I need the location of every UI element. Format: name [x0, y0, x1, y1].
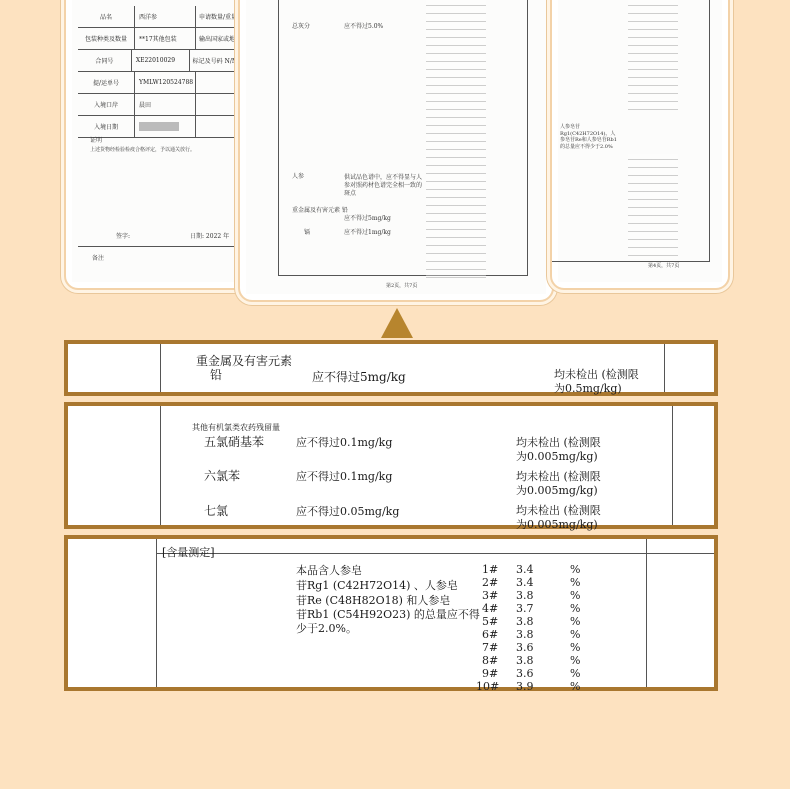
sample-row — [68, 667, 714, 680]
right-document-thumbnail — [550, 0, 730, 290]
pesticide-name: 六氯苯 — [204, 469, 241, 483]
pointer-arrow — [381, 308, 413, 338]
table-row — [78, 72, 238, 94]
table-row — [78, 6, 238, 28]
report-table-frame — [278, 0, 528, 276]
requirement: 应不得过0.05mg/kg — [296, 505, 400, 518]
row-label: 入境日期 — [78, 116, 135, 137]
sample-row — [68, 602, 714, 615]
sample-value: 3.7 — [516, 602, 534, 615]
sample-value: 3.8 — [516, 628, 534, 641]
right-document-page — [558, 0, 722, 282]
column-divider — [160, 344, 161, 392]
item-label: 重金属及有害元素 铅 — [292, 207, 348, 214]
sample-row — [68, 680, 714, 693]
row-divider — [156, 553, 714, 554]
row-label: 包装种类及数量 — [78, 28, 135, 49]
row-extra: 输出国家或地 — [199, 36, 236, 43]
row-value: **17其他包装 — [135, 28, 196, 49]
row-label: 品名 — [78, 6, 135, 27]
sample-row — [68, 628, 714, 641]
pesticide-residue-panel — [64, 402, 718, 529]
content-assay-panel — [64, 535, 718, 691]
sample-id: 5# — [482, 615, 499, 628]
sample-id: 4# — [482, 602, 499, 615]
sample-row — [68, 576, 714, 589]
redacted-block — [135, 116, 196, 137]
requirement: 应不得过0.1mg/kg — [296, 436, 393, 449]
sample-unit: % — [570, 654, 581, 667]
row-value: 西洋参 — [135, 6, 196, 27]
middle-document-thumbnail — [238, 0, 554, 302]
sample-row — [68, 615, 714, 628]
row-value: YMLW120524788 — [135, 72, 196, 93]
sample-unit: % — [570, 615, 581, 628]
requirement-line: 少于2.0%。 — [296, 622, 357, 635]
sample-unit: % — [570, 576, 581, 589]
item-req: 供试品色谱中，应不得显与人参对照药材色谱完全相一致的斑点 — [344, 174, 423, 197]
sample-id: 7# — [482, 641, 499, 654]
item-req: 应不得过5.0% — [344, 23, 384, 30]
sample-unit: % — [570, 667, 581, 680]
column-divider — [664, 344, 665, 392]
result-line: 为0.005mg/kg) — [516, 518, 598, 531]
column-divider — [160, 406, 161, 525]
sample-value: 3.8 — [516, 615, 534, 628]
pesticide-name: 七氯 — [204, 504, 229, 518]
sample-value: 3.9 — [516, 680, 534, 693]
cert-text: 上述货物经检验检疫合格评定，予以通关放行。 — [90, 147, 196, 153]
column-divider — [672, 406, 673, 525]
row-label: 入境口岸 — [78, 94, 135, 115]
left-document-thumbnail — [64, 0, 248, 290]
page-footer: 第4页，共7页 — [648, 263, 680, 269]
result-line: 均未检出 (检测限 — [516, 470, 601, 483]
row-value: XE22010029 — [132, 50, 190, 71]
sample-id: 8# — [482, 654, 499, 667]
sample-id: 1# — [482, 563, 499, 576]
result-line: 均未检出 (检测限 — [516, 504, 601, 517]
item-label: 人参 — [292, 173, 305, 180]
heavy-metal-panel — [64, 340, 718, 396]
sample-value: 3.8 — [516, 654, 534, 667]
sample-value: 3.8 — [516, 589, 534, 602]
row-value: 晨田 — [135, 94, 196, 115]
requirement-line: 苷Rb1 (C54H92O23) 的总量应不得 — [296, 608, 480, 621]
cert-label: 证明 — [90, 137, 103, 144]
sample-row — [68, 641, 714, 654]
sample-row — [68, 563, 714, 576]
sample-id: 6# — [482, 628, 499, 641]
section-heading: 重金属及有害元素 — [196, 354, 293, 368]
sample-unit: % — [570, 602, 581, 615]
sample-row — [68, 654, 714, 667]
sample-values-column — [628, 154, 678, 259]
sample-id: 9# — [482, 667, 499, 680]
item-req: 应不得过5mg/kg — [344, 215, 391, 222]
table-row — [78, 116, 238, 138]
sample-value: 3.4 — [516, 576, 534, 589]
item-name: 铅 — [210, 368, 223, 382]
sample-value: 3.4 — [516, 563, 534, 576]
requirement: 应不得过5mg/kg — [312, 370, 406, 384]
requirement-line: 苷Rg1 (C42H72O14) 、人参皂 — [296, 579, 458, 592]
sample-unit: % — [570, 589, 581, 602]
result-line: 均未检出 (检测限 — [516, 436, 601, 449]
divider — [78, 246, 234, 247]
signer-label: 签字: — [116, 233, 131, 240]
item-label: 镉 — [304, 229, 311, 236]
row-label: 提/运单号 — [78, 72, 135, 93]
content-note: 人参皂苷Rg1(C42H72O14)、人参皂苷Re和人参皂苷Rb1的总量应不得少于2.0% — [560, 124, 617, 150]
sample-value: 3.6 — [516, 641, 534, 654]
sample-id: 2# — [482, 576, 499, 589]
section-heading: 其他有机氯类农药残留量 — [192, 423, 280, 432]
row-extra: 申请数量/重量 — [199, 14, 238, 21]
sample-unit: % — [570, 628, 581, 641]
sample-id: 3# — [482, 589, 499, 602]
item-label: 总灰分 — [292, 23, 311, 30]
result-line: 为0.005mg/kg) — [516, 450, 598, 463]
item-req: 应不得过1mg/kg — [344, 229, 391, 236]
result-line: 为0.5mg/kg) — [554, 382, 622, 395]
section-heading: [含量测定] — [162, 546, 215, 559]
result-line: 为0.005mg/kg) — [516, 484, 598, 497]
row-label: 合同号 — [78, 50, 132, 71]
remark-label: 备注 — [92, 255, 105, 262]
requirement-line: 苷Re (C48H82O18) 和人参皂 — [296, 594, 451, 607]
requirement: 应不得过0.1mg/kg — [296, 470, 393, 483]
table-row — [78, 50, 238, 72]
sample-values-column — [426, 0, 486, 280]
table-row — [78, 28, 238, 50]
sample-id: 10# — [476, 680, 500, 693]
middle-document-page — [246, 0, 546, 294]
inspection-table — [78, 6, 238, 138]
sample-values-column — [628, 0, 678, 110]
sample-value: 3.6 — [516, 667, 534, 680]
row-extra: 标记及号码 N/M — [192, 58, 238, 65]
pesticide-name: 五氯硝基苯 — [204, 435, 265, 449]
left-document-page — [72, 0, 240, 282]
sample-unit: % — [570, 680, 581, 693]
table-row — [78, 94, 238, 116]
date-label: 日期: 2022 年 — [190, 233, 230, 240]
requirement-line: 本品含人参皂 — [296, 564, 362, 577]
sample-row — [68, 589, 714, 602]
page-footer: 第2页，共7页 — [386, 283, 418, 289]
sample-unit: % — [570, 641, 581, 654]
sample-unit: % — [570, 563, 581, 576]
result-line: 均未检出 (检测限 — [554, 368, 639, 381]
